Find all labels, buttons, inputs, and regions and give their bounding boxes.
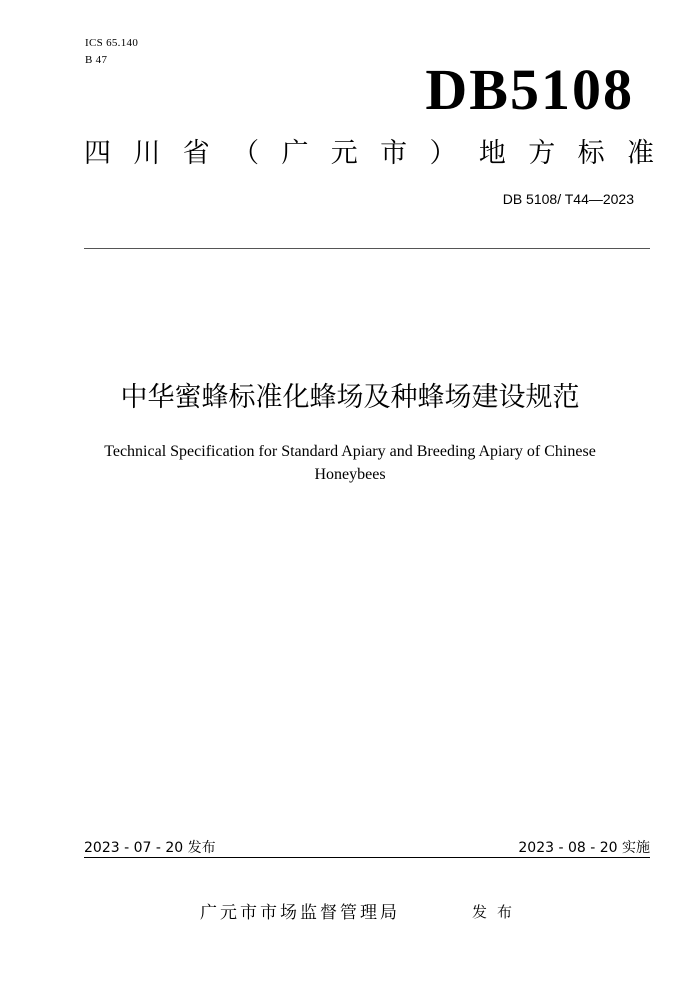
title-chinese: 中华蜜蜂标准化蜂场及种蜂场建设规范 [120,382,580,413]
standard-type-char: ） [429,138,457,169]
ics-code: ICS 65.140 [85,37,139,49]
classification-code: B 47 [85,54,108,66]
title-english-line-2: Honeybees [314,466,386,483]
standard-type-char: 元 [330,138,358,169]
top-divider [84,248,650,249]
standard-type-char: 市 [380,138,408,169]
standard-type-char: 四 [84,138,111,169]
implementation-date: 2023 - 08 - 20 实施 [518,840,650,856]
standard-type-char: 准 [626,138,654,169]
standard-type-heading [84,136,654,172]
standard-number: DB 5108/ T44—2023 [502,191,634,207]
issue-date: 2023 - 07 - 20 发布 [84,840,216,856]
standard-type-char: （ [232,138,260,169]
title-english [90,440,610,486]
title-english-line-1: Technical Specification for Standard Apiary and Breeding Apiary of Chinese [104,443,596,460]
standard-type-char: 广 [281,138,309,169]
standard-type-char: 省 [182,138,210,169]
release-label: 发布 [472,903,523,921]
standard-type-char: 方 [528,138,556,169]
bottom-divider [84,857,650,858]
standard-code-logo: DB5108 [425,57,634,122]
issuing-authority: 广元市市场监督管理局 [200,903,400,923]
standard-type-char: 标 [577,138,605,169]
standard-type-char: 川 [133,138,161,169]
standard-type-char: 地 [478,138,506,169]
